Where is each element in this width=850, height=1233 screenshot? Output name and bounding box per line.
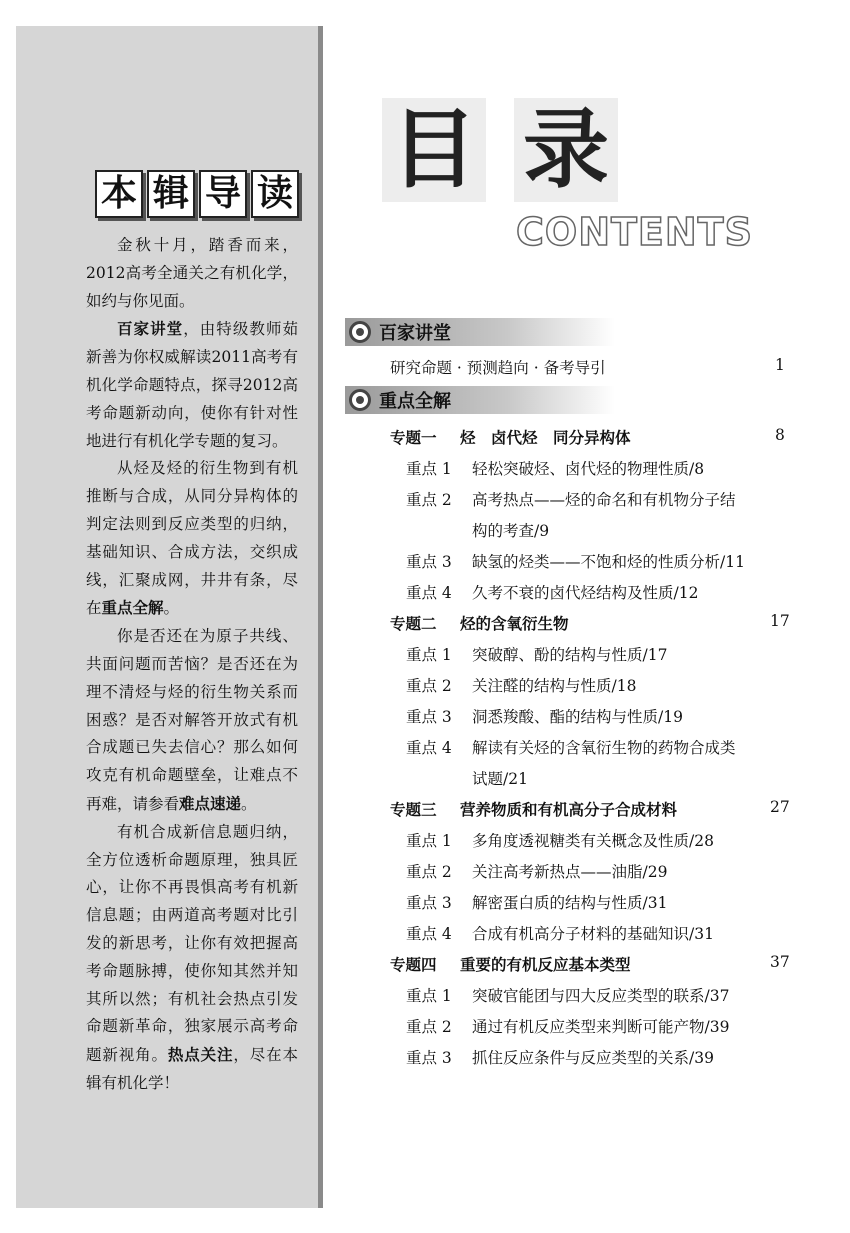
page-title-char: 录 bbox=[514, 98, 618, 202]
guide-paragraph-3-text: 从烃及烃的衍生物到有机推断与合成，从同分异构体的判定法则到反应类型的归纳，基础知识、合成方法，交织成线，汇聚成网，井井有条，尽在 bbox=[86, 459, 298, 618]
topic-title: 烃 卤代烃 同分异构体 bbox=[460, 429, 631, 447]
topic-title: 营养物质和有机高分子合成材料 bbox=[460, 801, 678, 819]
point-label: 重点 1 bbox=[406, 460, 452, 478]
point-title-continued: 构的考查/9 bbox=[472, 522, 550, 540]
point-label: 重点 3 bbox=[406, 553, 452, 571]
point-label: 重点 2 bbox=[406, 1018, 452, 1036]
point-title-continued: 试题/21 bbox=[472, 770, 528, 788]
point-title: 关注高考新热点——油脂/29 bbox=[472, 863, 668, 881]
point-title: 突破官能团与四大反应类型的联系/37 bbox=[472, 987, 730, 1005]
guide-paragraph-2-text: ，由特级教师茹新善为你权威解读2011高考有机化学命题特点，探寻2012高考命题新动向，使你有针对性地进行有机化学专题的复习。 bbox=[86, 320, 298, 450]
guide-title-char: 读 bbox=[251, 170, 299, 218]
toc-page-number: 37 bbox=[770, 953, 790, 971]
topic-label: 专题三 bbox=[390, 801, 437, 819]
point-label: 重点 1 bbox=[406, 646, 452, 664]
guide-paragraph-3-end: 。 bbox=[163, 599, 180, 618]
point-title: 缺氢的烃类——不饱和烃的性质分析/11 bbox=[472, 553, 745, 571]
guide-title bbox=[95, 170, 303, 218]
point-label: 重点 2 bbox=[406, 491, 452, 509]
toc-page-number: 27 bbox=[770, 798, 790, 816]
guide-title-char: 本 bbox=[95, 170, 143, 218]
guide-paragraph-4 bbox=[86, 623, 298, 819]
point-title: 洞悉羧酸、酯的结构与性质/19 bbox=[472, 708, 683, 726]
guide-highlight: 百家讲堂 bbox=[117, 319, 184, 339]
page-title-char: 目 bbox=[382, 98, 486, 202]
point-label: 重点 4 bbox=[406, 925, 452, 943]
point-title: 合成有机高分子材料的基础知识/31 bbox=[472, 925, 714, 943]
guide-paragraph-4-end: 。 bbox=[241, 794, 257, 813]
bullet-icon bbox=[349, 321, 371, 343]
topic-label: 专题四 bbox=[390, 956, 437, 974]
section-title: 百家讲堂 bbox=[379, 323, 451, 344]
point-label: 重点 3 bbox=[406, 1049, 452, 1067]
point-title: 通过有机反应类型来判断可能产物/39 bbox=[472, 1018, 730, 1036]
point-label: 重点 1 bbox=[406, 987, 452, 1005]
point-label: 重点 3 bbox=[406, 894, 452, 912]
section-header-1 bbox=[345, 318, 615, 346]
topic-title: 重要的有机反应基本类型 bbox=[460, 956, 631, 974]
point-label: 重点 3 bbox=[406, 708, 452, 726]
point-label: 重点 2 bbox=[406, 677, 452, 695]
point-title: 突破醇、酚的结构与性质/17 bbox=[472, 646, 668, 664]
point-label: 重点 4 bbox=[406, 739, 452, 757]
guide-paragraph-4-text: 你是否还在为原子共线、共面问题而苦恼？是否还在为理不清烃与烃的衍生物关系而困惑？是否对解答开放式有机合成题已失去信心？那么如何攻克有机命题壁垒，让难点不再难，请参看 bbox=[86, 627, 298, 813]
toc-page-number: 1 bbox=[775, 356, 785, 374]
guide-highlight: 难点速递 bbox=[179, 793, 242, 813]
guide-paragraph-5-end: ，尽在本辑有机化学！ bbox=[86, 1046, 298, 1092]
guide-paragraph-3 bbox=[86, 455, 298, 623]
point-title: 多角度透视糖类有关概念及性质/28 bbox=[472, 832, 714, 850]
point-title: 抓住反应条件与反应类型的关系/39 bbox=[472, 1049, 714, 1067]
toc-entry: 研究命题 · 预测趋向 · 备考导引 bbox=[390, 359, 606, 377]
topic-title: 烃的含氧衍生物 bbox=[460, 615, 569, 633]
guide-paragraph-1: 金秋十月，踏香而来，2012高考全通关之有机化学，如约与你见面。 bbox=[86, 236, 298, 310]
topic-label: 专题一 bbox=[390, 429, 437, 447]
guide-title-char: 辑 bbox=[147, 170, 195, 218]
guide-paragraph-5 bbox=[86, 819, 298, 1098]
point-title: 高考热点——烃的命名和有机物分子结 bbox=[472, 491, 736, 509]
guide-highlight: 重点全解 bbox=[101, 598, 164, 618]
page-title bbox=[382, 98, 646, 202]
point-title: 解密蛋白质的结构与性质/31 bbox=[472, 894, 668, 912]
guide-paragraph-5-text: 有机合成新信息题归纳，全方位透析命题原理，独具匠心，让你不再畏惧高考有机新信息题；由两道高考题对比引发的新思考，让你有效把握高考命题脉搏，使你知其然并知其所以然；有机社会热点引发命题新革命，独家展示高考命题新视角。 bbox=[86, 822, 298, 1065]
point-title: 轻松突破烃、卤代烃的物理性质/8 bbox=[472, 460, 705, 478]
section-header-2 bbox=[345, 386, 615, 414]
guide-title-char: 导 bbox=[199, 170, 247, 218]
point-title: 解读有关烃的含氧衍生物的药物合成类 bbox=[472, 739, 736, 757]
point-label: 重点 2 bbox=[406, 863, 452, 881]
point-title: 关注醛的结构与性质/18 bbox=[472, 677, 637, 695]
point-label: 重点 4 bbox=[406, 584, 452, 602]
sidebar-divider bbox=[318, 26, 323, 1208]
bullet-icon bbox=[349, 389, 371, 411]
toc-page-number: 17 bbox=[770, 612, 790, 630]
guide-highlight: 热点关注 bbox=[167, 1045, 234, 1065]
point-label: 重点 1 bbox=[406, 832, 452, 850]
point-title: 久考不衰的卤代烃结构及性质/12 bbox=[472, 584, 699, 602]
page-subtitle: CONTENTS bbox=[516, 210, 753, 254]
section-title: 重点全解 bbox=[379, 391, 451, 412]
topic-label: 专题二 bbox=[390, 615, 437, 633]
guide-paragraph-2 bbox=[86, 315, 298, 455]
toc-page-number: 8 bbox=[775, 426, 785, 444]
guide-text bbox=[86, 232, 298, 1098]
